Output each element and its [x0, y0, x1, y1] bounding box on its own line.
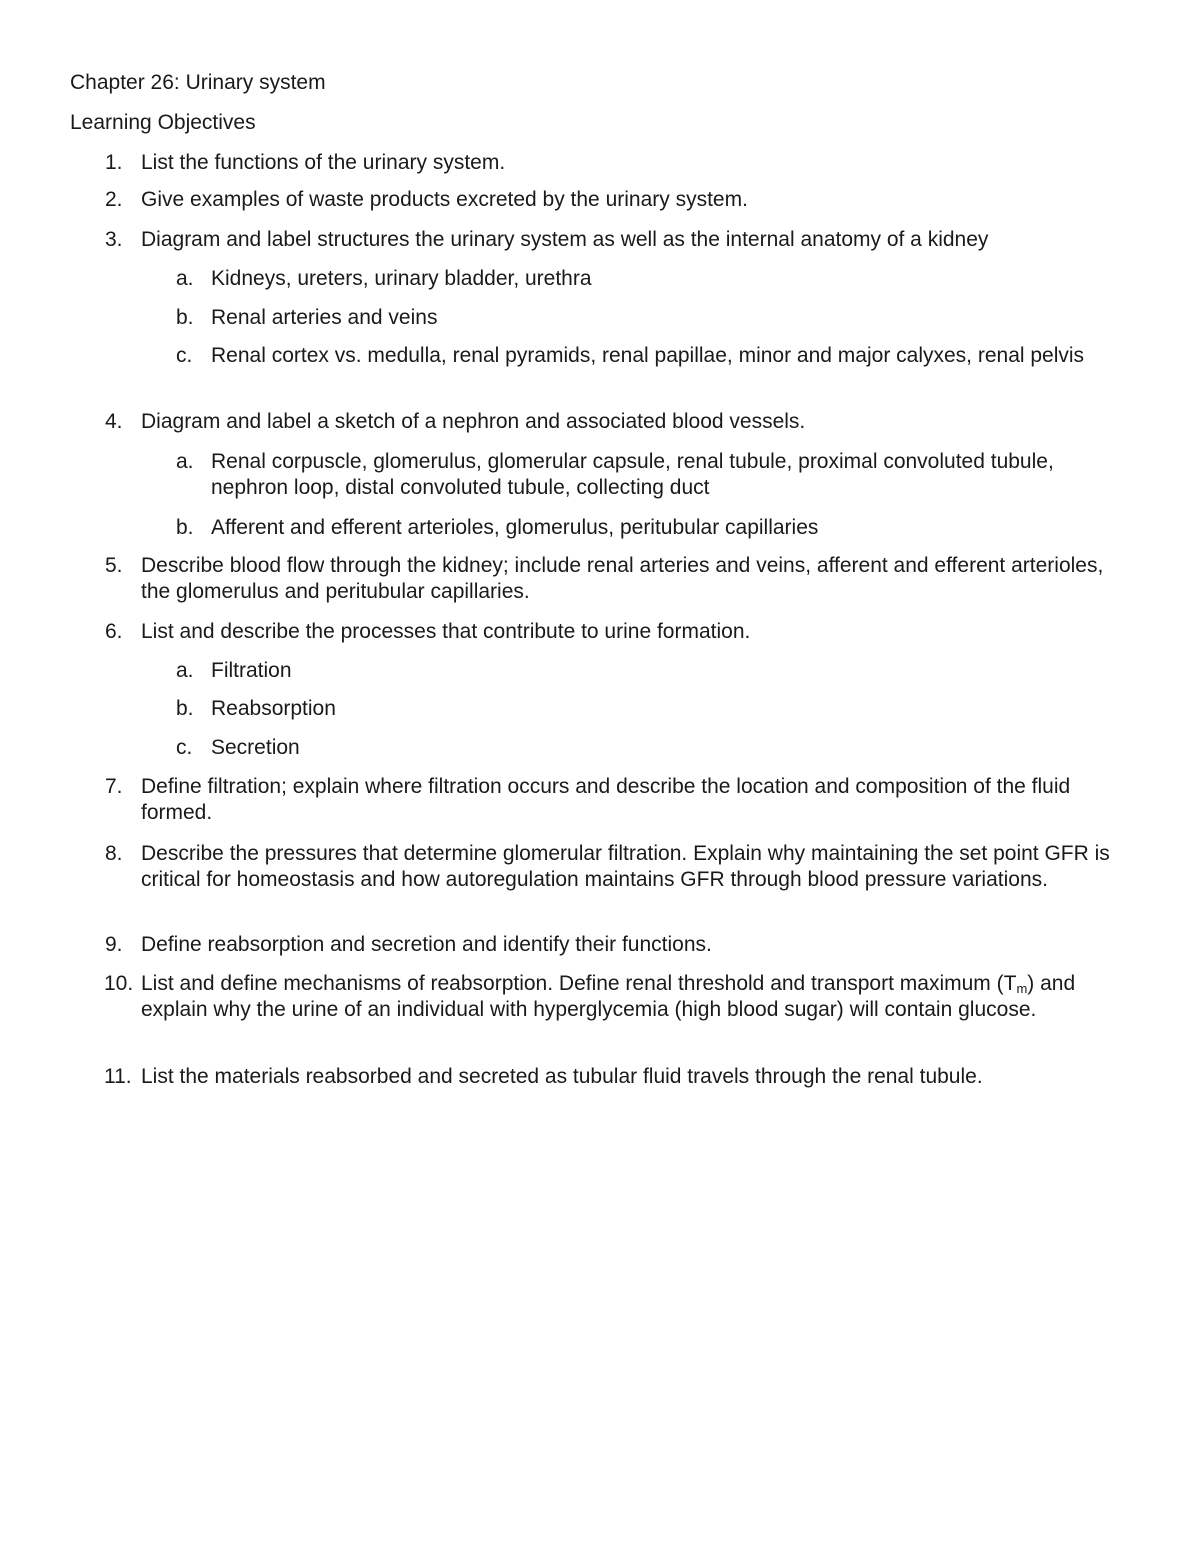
objective-text: Give examples of waste products excreted by the urinary system.: [141, 188, 748, 211]
objective-text: [141, 971, 1131, 1023]
section-heading: Learning Objectives: [70, 111, 256, 134]
sub-objective-letter: b.: [176, 697, 194, 720]
sub-objective-text: Filtration: [211, 659, 292, 682]
sub-objective-text: Reabsorption: [211, 697, 336, 720]
subscript-m: m: [1016, 981, 1028, 996]
sub-objective-text: Kidneys, ureters, urinary bladder, urethra: [211, 267, 592, 290]
objective-number: 8.: [105, 842, 123, 865]
sub-objective-letter: a.: [176, 267, 194, 290]
sub-objective-letter: b.: [176, 516, 194, 539]
objective-text-part: List and define mechanisms of reabsorption. Define renal threshold and transport maximum (T: [141, 972, 1017, 995]
objective-number: 5.: [105, 554, 123, 577]
objective-number: 11.: [104, 1065, 132, 1088]
objective-number: 9.: [105, 933, 123, 956]
objective-text: List and describe the processes that contribute to urine formation.: [141, 620, 751, 643]
objective-number: 7.: [105, 775, 123, 798]
objective-text: Diagram and label structures the urinary system as well as the internal anatomy of a kidney: [141, 228, 989, 251]
objective-text: Define reabsorption and secretion and identify their functions.: [141, 933, 712, 956]
objective-number: 10.: [104, 972, 134, 995]
sub-objective-text: Renal arteries and veins: [211, 306, 438, 329]
sub-objective-letter: b.: [176, 306, 194, 329]
objective-number: 1.: [105, 151, 123, 174]
objective-number: 4.: [105, 410, 123, 433]
objective-text: Describe blood flow through the kidney; include renal arteries and veins, afferent and efferent arterioles, the glomerulus and peritubular capillaries.: [141, 554, 1104, 603]
objective-text: Describe the pressures that determine glomerular filtration. Explain why maintaining the set point GFR is critical for homeostasis and how autoregulation maintains GFR through blood pressure variations.: [141, 842, 1110, 891]
sub-objective-text: Afferent and efferent arterioles, glomerulus, peritubular capillaries: [211, 516, 819, 539]
objective-text: Diagram and label a sketch of a nephron and associated blood vessels.: [141, 410, 806, 433]
sub-objective-text: Renal cortex vs. medulla, renal pyramids, renal papillae, minor and major calyxes, renal pelvis: [211, 344, 1085, 367]
sub-objective-letter: a.: [176, 450, 194, 473]
objective-text: List the functions of the urinary system.: [141, 151, 506, 174]
objective-number: 6.: [105, 620, 123, 643]
objective-number: 3.: [105, 228, 123, 251]
sub-objective-text: Renal corpuscle, glomerulus, glomerular capsule, renal tubule, proximal convoluted tubule, nephron loop, distal convoluted tubule, collecting duct: [211, 450, 1054, 499]
sub-objective-letter: c.: [176, 344, 193, 367]
objective-number: 2.: [105, 188, 123, 211]
sub-objective-letter: a.: [176, 659, 194, 682]
page-title: Chapter 26: Urinary system: [70, 71, 326, 94]
sub-objective-letter: c.: [176, 736, 193, 759]
objective-text: Define filtration; explain where filtration occurs and describe the location and composition of the fluid formed.: [141, 775, 1071, 824]
sub-objective-text: Secretion: [211, 736, 300, 759]
objective-text-part: ) and explain why the urine of an individual with hyperglycemia (high blood sugar) will contain glucose.: [141, 972, 1076, 1021]
objective-text: List the materials reabsorbed and secreted as tubular fluid travels through the renal tubule.: [141, 1065, 983, 1088]
